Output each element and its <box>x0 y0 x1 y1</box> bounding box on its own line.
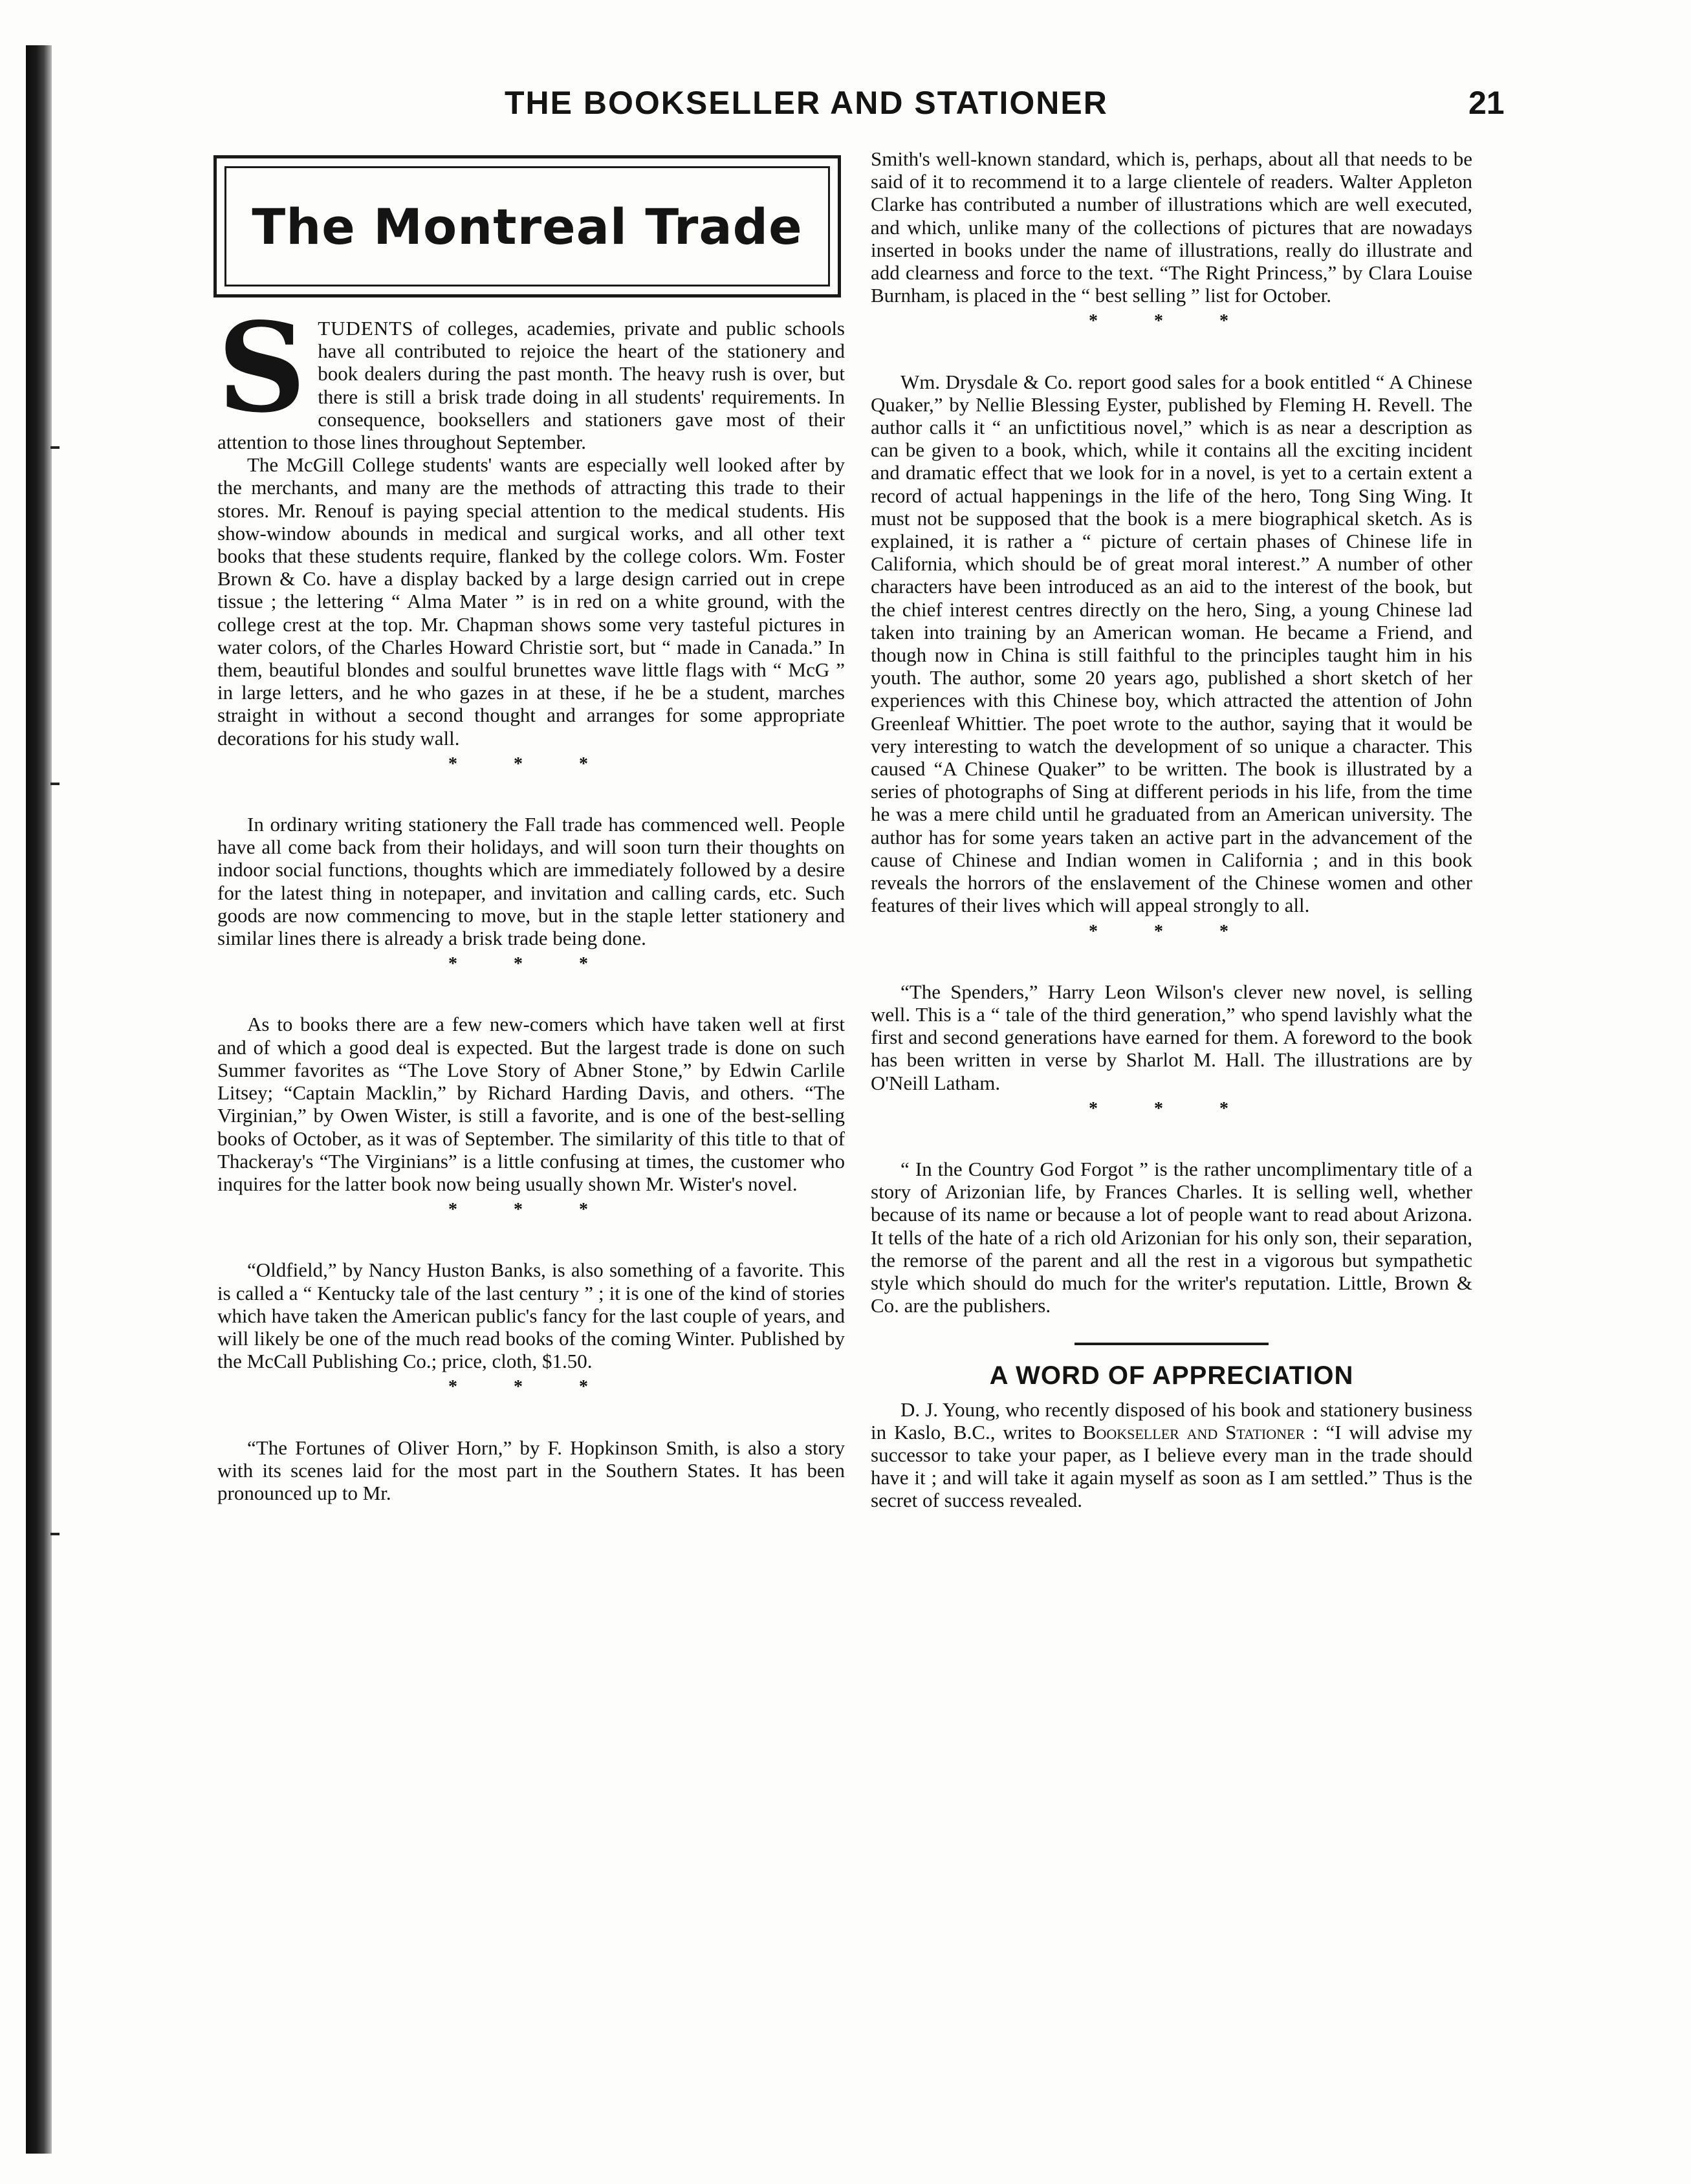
paragraph: “Oldfield,” by Nancy Huston Banks, is also something of a favorite. This is called a “ Kentucky tale of the last century ” ; it is one of the kind of stories which have taken the American public's fancy for the last couple of years, and will likely be one of the much read books of the coming Winter. Published by the McCall Publishing Co.; price, cloth, $1.50. <box>217 1259 845 1373</box>
binding-mark <box>50 1533 60 1535</box>
left-column <box>217 296 845 1504</box>
running-head: THE BOOKSELLER AND STATIONER <box>505 85 1108 121</box>
section-separator: * * * <box>448 954 614 975</box>
section-rule <box>1075 1343 1269 1345</box>
paragraph: “ In the Country God Forgot ” is the rather uncomplimentary title of a story of Arizonian life, by Frances Charles. It is selling well, whether because of its name or because a lot of people want to read about Arizona. It tells of the hate of a rich old Arizonian for his only son, their separation, the remorse of the parent and all the rest in a vigorous but sympathetic style which should do much for the writer's reputation. Little, Brown & Co. are the publishers. <box>871 1157 1472 1317</box>
section-separator: * * * <box>448 1200 614 1220</box>
section-separator: * * * <box>1089 1098 1254 1119</box>
section-separator: * * * <box>1089 921 1254 942</box>
paragraph-continued: Smith's well-known standard, which is, perhaps, about all that needs to be said of it to recommend it to a large clientele of readers. Walter Appleton Clarke has contributed a number of illustrations which are well executed, and which, unlike many of the collections of pictures that are nowadays inserted in books under the name of illustrations, really do illustrate and add clearness and force to the text. “The Right Princess,” by Clara Louise Burnham, is placed in the “ best selling ” list for October. <box>871 147 1472 307</box>
paragraph: In ordinary writing stationery the Fall trade has commenced well. People have all come back from their holidays, and will soon turn their thoughts on indoor social functions, thoughts which are immediately followed by a desire for the latest thing in notepaper, and invitation and calling cards, etc. Such goods are now commencing to move, but in the staple letter stationery and similar lines there is already a brisk trade being done. <box>217 813 845 950</box>
paragraph-text: of colleges, academies, private and public schools have all contributed to rejoice the heart of the stationery and book dealers during the past month. The heavy rush is over, but there is still a brisk trade doing in all students' requirements. In consequence, booksellers and stationers gave most of their attention to those lines throughout September. <box>217 317 845 454</box>
page-binding-edge <box>26 45 52 2154</box>
drop-cap: S <box>217 296 307 440</box>
binding-mark <box>50 783 60 785</box>
paragraph: The McGill College students' wants are especially well looked after by the merchants, and many are the methods of attracting this trade to their stores. Mr. Renouf is paying special attention to the medical students. His show-window abounds in medical and surgical works, and all other text books that these students require, flanked by the college colors. Wm. Foster Brown & Co. have a display backed by a large design carried out in crepe tissue ; the lettering “ Alma Mater ” is in red on a white ground, with the college crest at the top. Mr. Chapman shows some very tasteful pictures in water colors, of the Charles Howard Christie sort, but “ made in Canada.” In them, beautiful blondes and soulful brunettes wave little flags with “ McG ” in large letters, and he who gazes in at these, if he be a student, marches straight in without a second thought and arranges for some appropriate decorations for his study wall. <box>217 453 845 750</box>
page-number: 21 <box>1468 85 1505 121</box>
appreciation-text: : “I will advise my successor to take your paper, as I believe every man in the trade should have it ; and will take it again myself as soon as I am settled.” Thus is the secret of success revealed. <box>871 1420 1472 1512</box>
paragraph: As to books there are a few new-comers which have taken well at first and of which a good deal is expected. But the largest trade is done on such Summer favorites as “The Love Story of Abner Stone,” by Edwin Carlile Litsey; “Captain Macklin,” by Richard Harding Davis, and others. “The Virginian,” by Owen Wister, is still a favorite, and is one of the best-selling books of October, as it was of September. The similarity of this title to that of Thackeray's “The Virginians” is a little confusing at times, the customer who inquires for the latter book now being usually shown Mr. Wister's novel. <box>217 1013 845 1195</box>
section-separator: * * * <box>1089 311 1254 332</box>
section-separator: * * * <box>448 753 614 774</box>
lead-word: TUDENTS <box>318 317 414 340</box>
appreciation-paragraph <box>871 1398 1472 1512</box>
binding-mark <box>50 446 60 449</box>
paragraph: “The Spenders,” Harry Leon Wilson's clever new novel, is selling well. This is a “ tale of the third generation,” who spend lavishly what the first and second generations have earned for them. A foreword to the book has been written in verse by Sharlot M. Hall. The illustrations are by O'Neill Latham. <box>871 980 1472 1094</box>
article-title: The Montreal Trade <box>252 197 803 255</box>
article-title-box <box>213 155 841 297</box>
publication-name: Bookseller and Stationer <box>1082 1420 1305 1443</box>
appreciation-text: D. J. Young, who recently disposed of his book and stationery business in Kaslo, B.C., writes to <box>871 1398 1472 1443</box>
right-column <box>871 147 1472 1512</box>
appreciation-heading: A WORD OF APPRECIATION <box>989 1361 1354 1390</box>
paragraph: Wm. Drysdale & Co. report good sales for a book entitled “ A Chinese Quaker,” by Nellie Blessing Eyster, published by Fleming H. Revell. The author calls it “ an unfictitious novel,” which is as near a description as can be given to a book, which, while it contains all the exciting incident and dramatic effect that we look for in a novel, is yet to a certain extent a record of actual happenings in the life of the hero, Tong Sing Wing. It must not be supposed that the book is a mere biographical sketch. As is explained, it is rather a “ picture of certain phases of Chinese life in California, which should be of great moral interest.” A number of other characters have been introduced as an aid to the interest of the book, but the chief interest centres directly on the hero, Sing, a young Chinese lad taken into training by an American woman. He became a Friend, and though now in China is still faithful to the principles taught him in his youth. The author, some 20 years ago, published a short sketch of her experiences with this Chinese boy, which attracted the attention of John Greenleaf Whittier. The poet wrote to the author, saying that it would be very interesting to watch the development of so unique a character. This caused “A Chinese Quaker” to be written. The book is illustrated by a series of photographs of Sing at different periods in his life, from the time he was a mere child until he graduated from an American university. The author has for some years taken an active part in the advancement of the cause of Chinese and Indian women in California ; and in this book reveals the horrors of the enslavement of the Chinese women and other features of their lives which will appeal strongly to all. <box>871 370 1472 917</box>
paragraph: “The Fortunes of Oliver Horn,” by F. Hopkinson Smith, is also a story with its scenes laid for the most part in the Southern States. It has been pronounced up to Mr. <box>217 1436 845 1504</box>
section-separator: * * * <box>448 1377 614 1398</box>
paragraph <box>217 296 845 454</box>
